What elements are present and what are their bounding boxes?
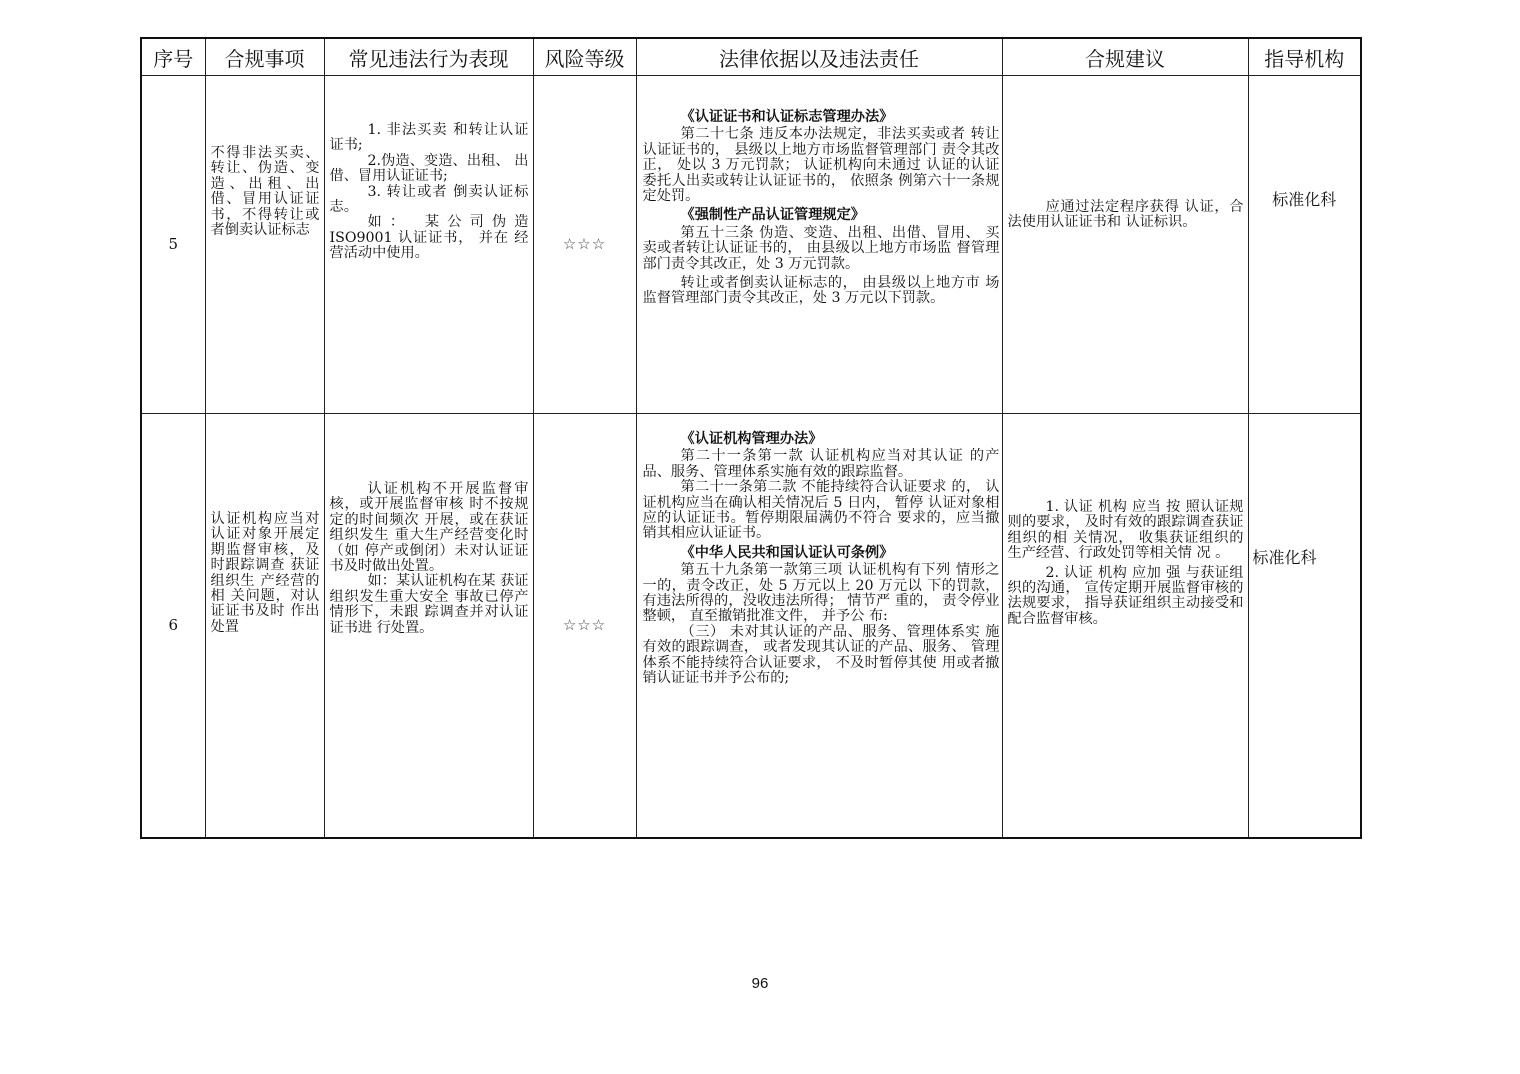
row-item-cell [205,76,324,414]
header-advice: 合规建议 [1002,38,1248,76]
row-item: 认证机构应当对认证对象开展定期监督审核，及 时跟踪调查 获证组织生 产经营的相 关问题，对认 证证书及时 作出处置 [210,511,320,635]
law-article: 第二十七条 违反本办法规定，非法买卖或者 转让认证证书的， 县级以上地方市场监督管理部门 责令其改正， 处以 3 万元罚款； 认证机构向未通过 认证的认证委托人出卖或转让认证证书的， 依照条 例第六十一条规定处罚。 [642,126,1000,205]
law-article: 第五十三条 伪造、变造、出租、出借、冒用、 买卖或者转让认证证书的， 由县级以上地方市场监 督管理部门责令其改正，处 3 万元罚款。 [642,224,1000,272]
behavior-text: 1. 非法买卖 和转让认证证书; [329,122,529,154]
page-number: 96 [751,975,769,992]
row-advice-cell [1002,414,1248,838]
row-behaviors-cell [324,414,533,838]
row-item: 不得非法买卖、转让、伪造、变造、出租、出借、冒用认证证书，不得转让或者倒卖认证标志 [210,145,320,239]
behavior-text: 2.伪造、变造、出租、 出借、冒用认证证书; [329,152,529,185]
risk-stars: ☆☆☆ [533,414,636,838]
table-row [141,414,1361,838]
header-agency: 指导机构 [1248,38,1361,76]
compliance-table [140,37,1362,839]
row-agency-cell [1248,414,1361,838]
row-legal-cell [636,76,1002,414]
agency: 标准化科 [1252,548,1317,567]
row-seq: 5 [141,76,205,414]
law-title: 《强制性产品认证管理规定》 [680,207,865,224]
behavior-text: 3. 转让或者 倒卖认证标志。 [329,183,529,216]
risk-stars: ☆☆☆ [533,76,636,414]
agency: 标准化科 [1272,190,1337,209]
behavior-example: 如：某认证机构在某 获证组织发生重大安全 事故已停产情形下，未跟 踪调查并对认证证书进 行处置。 [329,573,529,636]
advice-text: 2. 认证 机构 应加 强 与获证组织的沟通， 宣传定期开展监督审核的法规要求， 指导获证组织主动接受和 配合监督审核。 [1007,564,1244,627]
advice-text: 1. 认证 机构 应当 按 照认证规则的要求， 及时有效的跟踪调查获证组织的相 关情况， 收集获证组织的生产经营、行政处罚等相关情 况 。 [1007,499,1244,562]
header-item: 合规事项 [205,38,324,76]
row-behaviors-cell [324,76,533,414]
header-seq: 序号 [141,38,205,76]
row-agency-cell [1248,76,1361,414]
behavior-example: 如： 某公司伪造ISO9001 认证证书， 并在 经营活动中使用。 [329,214,529,262]
table-row [141,76,1361,414]
law-title: 《认证证书和认证标志管理办法》 [680,109,894,125]
row-item-cell [205,414,324,838]
header-risk: 风险等级 [533,38,636,76]
row-advice-cell [1002,76,1248,414]
law-article: 第二十一条第二款 不能持续符合认证要求 的， 认证机构应当在确认相关情况后 5 日内， 暂停 认证对象相应的认证证书。暂停期限届满仍不符合 要求的，应当撤销其相应认证证书。 [642,479,1000,542]
header-legal: 法律依据以及违法责任 [636,38,1002,76]
law-title: 《中华人民共和国认证认可条例》 [680,544,894,561]
law-article: （三） 未对其认证的产品、服务、管理体系实 施有效的跟踪调查， 或者发现其认证的产品、服务、 管理体系不能持续符合认证要求， 不及时暂停其使 用或者撤销认证证书并予公布的; [642,623,1000,687]
behavior-text: 认证机构不开展监督审核，或开展监督审核 时不按规定的时间频次 开展，或在获证组织发生 重大生产经营变化时（如 停产或倒闭）未对认证证 书及时做出处置。 [329,481,529,575]
law-article: 第二十一条第一款 认证机构应当对其认证 的产品、服务、管理体系实施有效的跟踪监督。 [642,448,1000,480]
row-seq: 6 [141,414,205,838]
header-behaviors: 常见违法行为表现 [324,38,533,76]
law-title: 《认证机构管理办法》 [680,431,823,447]
law-article: 转让或者倒卖认证标志的， 由县级以上地方市 场监督管理部门责令其改正，处 3 万元以下罚款。 [642,275,1000,307]
law-article: 第五十九条第一款第三项 认证机构有下列 情形之一的，责令改正，处 5 万元以上 20 万元以 下的罚款， 有违法所得的，没收违法所得； 情节严 重的， 责令停业整顿， 直至撤销批准文件， 并予公 布: [642,562,1000,625]
header-row [141,38,1361,76]
advice-text: 应通过法定程序获得 认证，合法使用认证证书和 认证标识。 [1007,199,1244,231]
row-legal-cell [636,414,1002,838]
